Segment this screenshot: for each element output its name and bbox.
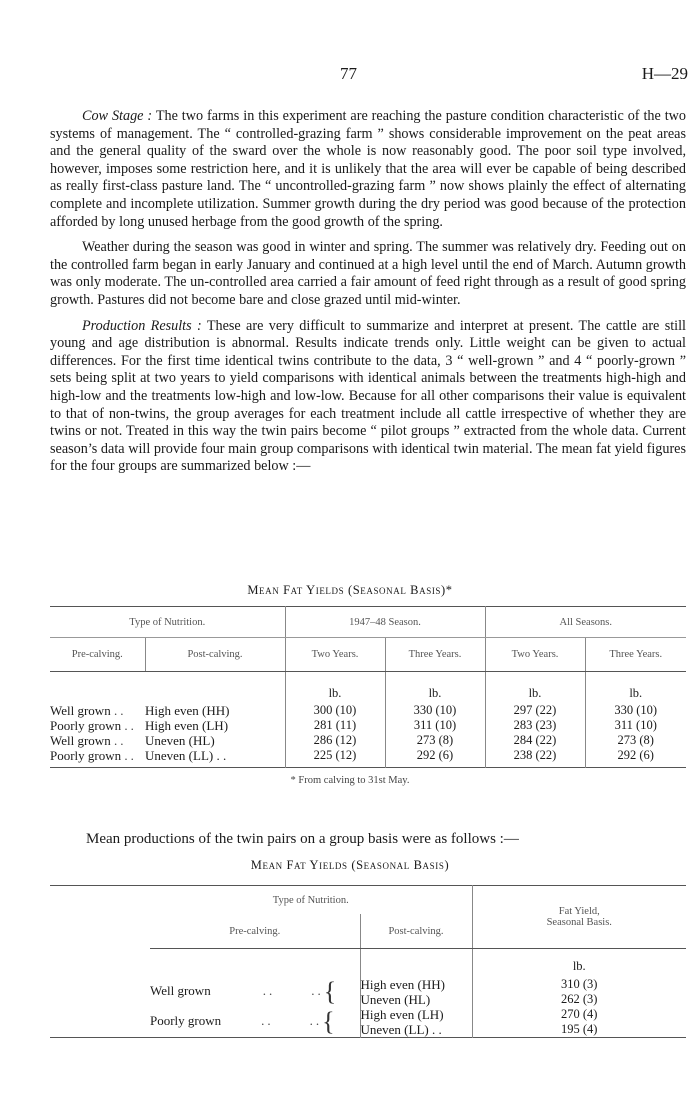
document-reference: H—29 <box>641 64 688 83</box>
table1-footnote: * From calving to 31st May. <box>290 775 410 786</box>
value-cell: 311 (10) <box>614 718 657 732</box>
all-seasons-header: All Seasons. <box>485 607 686 638</box>
pre-calving-cell: Poorly grown .. <box>50 748 137 763</box>
pre-calving-header: Pre-calving. <box>50 638 145 672</box>
post-calving-cell: Uneven (LL) . . <box>145 748 285 768</box>
value-cell: 281 (11) <box>285 718 385 733</box>
pre-calving-cell: Poorly grown .. <box>50 718 137 733</box>
post-calving-cell: Uneven (HL) <box>145 733 285 748</box>
season-two-years-header: Two Years. <box>285 638 385 672</box>
body-text <box>50 108 686 484</box>
brace-icon: { <box>323 977 337 1006</box>
table-row <box>50 733 686 748</box>
post-calving-cell: High even (HH) <box>360 977 472 992</box>
value-cell: 311 (10) <box>385 718 485 733</box>
value-cell: 330 (10) <box>385 703 485 718</box>
value-cell: 283 (23) <box>485 718 585 733</box>
post-calving-cell: High even (HH) <box>145 703 285 718</box>
twin-pairs-intro: Mean productions of the twin pairs on a group basis were as follows :— <box>86 831 519 847</box>
unit-label: lb. <box>572 958 586 973</box>
paragraph-text: The two farms in this experiment are reaching the pasture condition characteristic of the two systems of management. The “ controlled-grazing farm ” shows considerable improvement on the peat areas and the general quality of the sward over the whole is now reasonably good. The poor soil type involved, however, imposes some restriction here, and it is unlikely that the area will ever be capable of being described as really first-class pasture land. The “ uncontrolled-grazing farm ” now shows plainly the effect of alternating complete and incomplete utilization. Summer growth during the dry period was good because of the protection afforded by long unused herbage from the good growth of the spring. <box>50 108 686 230</box>
value-cell: 330 (10) <box>614 703 658 717</box>
type-of-nutrition-header: Type of Nutrition. <box>50 607 285 638</box>
table-subheader-row <box>50 638 686 672</box>
page-number: 77 <box>340 64 357 83</box>
paragraph-production-results <box>50 318 686 476</box>
table-bottom-rule <box>50 1038 686 1046</box>
paragraph-text: Weather during the season was good in winter and spring. The summer was relatively dry. Feeding out on the controlled farm began in early January and continued at a high level until the end of March. Autumn growth was only moderate. The un-controlled area carried a fair amount of feed right through as a result of good spring growth. Pastures did not become bare and close grazed until mid-winter. <box>50 239 686 308</box>
season-three-years-header: Three Years. <box>385 638 485 672</box>
unit-label: lb. <box>629 685 643 700</box>
value-cell: 284 (22) <box>485 733 585 748</box>
value-cell: 300 (10) <box>285 703 385 718</box>
mean-fat-yields-table <box>50 606 686 769</box>
pre-calving-cell: Poorly grown .. ..{ <box>150 1007 360 1038</box>
brace-icon: { <box>322 1007 335 1036</box>
post-calving-cell: High even (LH) <box>145 718 285 733</box>
pre-calving-cell: Well grown .. <box>50 733 127 748</box>
unit-label: lb. <box>285 672 385 704</box>
paragraph-lead: Cow Stage : <box>82 108 153 124</box>
value-cell: 273 (8) <box>385 733 485 748</box>
page-header <box>0 64 700 88</box>
value-cell: 262 (3) <box>561 992 598 1006</box>
unit-label: lb. <box>485 672 585 704</box>
post-calving-cell: Uneven (HL) <box>360 992 472 1007</box>
value-cell: 297 (22) <box>485 703 585 718</box>
paragraph-lead: Production Results : <box>82 317 202 334</box>
table-row <box>50 977 686 992</box>
value-cell: 292 (6) <box>385 748 485 768</box>
unit-row <box>50 949 686 978</box>
paragraph-cow-stage <box>50 108 686 231</box>
table2-caption: Mean Fat Yields (Seasonal Basis) <box>250 858 450 872</box>
value-cell: 238 (22) <box>485 748 585 768</box>
pre-calving-cell: Well grown .. <box>50 703 127 718</box>
post-calving-header: Post-calving. <box>360 914 472 949</box>
paragraph-weather <box>50 239 686 309</box>
unit-label: lb. <box>385 672 485 704</box>
fat-yield-header: Fat Yield, Seasonal Basis. <box>472 886 686 949</box>
season-header: 1947–48 Season. <box>285 607 485 638</box>
post-calving-cell: Uneven (LL) . . <box>360 1022 472 1038</box>
value-cell: 195 (4) <box>561 1022 598 1036</box>
unit-row <box>50 672 686 704</box>
value-cell: 310 (3) <box>561 977 598 991</box>
post-calving-header: Post-calving. <box>145 638 285 672</box>
pre-calving-cell: Well grown .. ..{ <box>150 977 360 1007</box>
table1-caption: Mean Fat Yields (Seasonal Basis)* <box>247 583 453 597</box>
table-row <box>50 703 686 718</box>
type-of-nutrition-header: Type of Nutrition. <box>150 886 472 915</box>
all-two-years-header: Two Years. <box>485 638 585 672</box>
table-header-row <box>50 607 686 638</box>
pre-calving-header: Pre-calving. <box>150 914 360 949</box>
table-row <box>50 1022 686 1038</box>
table-row <box>50 992 686 1007</box>
table-bottom-rule <box>50 768 686 770</box>
value-cell: 286 (12) <box>285 733 385 748</box>
table-row <box>50 1007 686 1022</box>
table-header-row <box>50 886 686 915</box>
twin-pairs-fat-yield-table <box>50 885 686 1045</box>
value-cell: 292 (6) <box>617 748 654 762</box>
post-calving-cell: High even (LH) <box>360 1007 472 1022</box>
value-cell: 273 (8) <box>617 733 654 747</box>
table-row <box>50 718 686 733</box>
value-cell: 270 (4) <box>561 1007 598 1021</box>
value-cell: 225 (12) <box>285 748 385 768</box>
all-three-years-header: Three Years. <box>585 638 686 672</box>
table-row <box>50 748 686 768</box>
paragraph-text: These are very difficult to summarize and interpret at present. The cattle are still young and age distribution is abnormal. Results indicate trends only. Little weight can be given to actual differences. For the first time identical twins contribute to the data, 3 “ well-grown ” and 4 “ poorly-grown ” sets being split at two years to yield comparisons with identical animals between the treatments high-high and high-low and the treatments low-high and low-low. Because for all other comparisons their value is equivalent to that of non-twins, the group averages for each treatment include all cattle irrespective of whether they are twins or not. Treated in this way the twin pairs become “ pilot groups ” extracted from the whole data. Current season’s data will provide four main group comparisons with identical twin material. The mean fat yield figures for the four groups are summarized below :— <box>50 317 686 475</box>
